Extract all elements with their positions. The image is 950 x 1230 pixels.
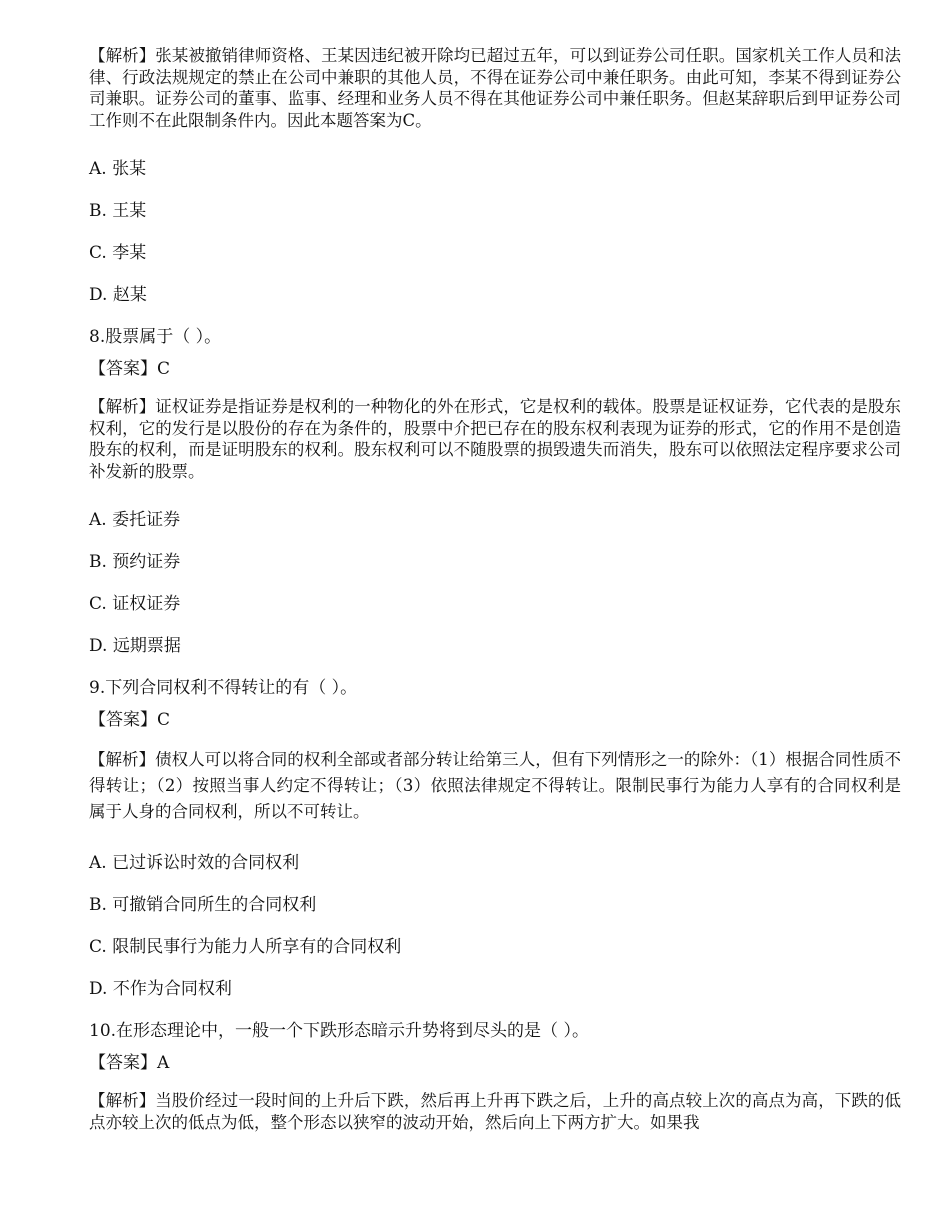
option-b-q8: B. 预约证券 [89,552,181,572]
option-c-q7: C. 李某 [89,243,147,263]
option-a-q8: A. 委托证券 [89,510,181,530]
option-d-q7: D. 赵某 [89,285,147,305]
option-c-q9: C. 限制民事行为能力人所享有的合同权利 [89,937,402,957]
answer-q8: 【答案】C [89,359,171,379]
option-c-q8: C. 证权证券 [89,594,181,614]
option-b-q9: B. 可撤销合同所生的合同权利 [89,895,317,915]
analysis-q9: 【解析】债权人可以将合同的权利全部或者部分转让给第三人，但有下列情形之一的除外：（1）根据合同性质不得转让；（2）按照当事人约定不得转让；（3）依照法律规定不得转让。限制民事行为能力人享有的合同权利是属于人身的合同权利，所以不可转让。 [89,750,901,821]
option-a-q7: A. 张某 [89,159,147,179]
option-b-q7: B. 王某 [89,201,147,221]
question-10: 10.在形态理论中，一般一个下跌形态暗示升势将到尽头的是（ ）。 [89,1021,589,1041]
spacer [89,825,901,852]
spacer [89,131,901,158]
option-d-q9: D. 不作为合同权利 [89,979,232,999]
analysis-q10: 【解析】当股价经过一段时间的上升后下跌，然后再上升再下跌之后，上升的高点较上次的高点为高，下跌的低点亦较上次的低点为低，整个形态以狭窄的波动开始，然后向上下两方扩大。如果我 [89,1091,901,1132]
document-page [89,45,901,1133]
answer-q9: 【答案】C [89,710,171,730]
option-a-q9: A. 已过诉讼时效的合同权利 [89,853,300,873]
analysis-q8: 【解析】证权证券是指证券是权利的一种物化的外在形式，它是权利的载体。股票是证权证券，它代表的是股东权利，它的发行是以股份的存在为条件的，股票中介把已存在的股东权利表现为证券的形式，它的作用不是创造股东的权利，而是证明股东的权利。股东权利可以不随股票的损毁遗失而消失，股东可以依照法定程序要求公司补发新的股票。 [89,397,901,481]
option-d-q8: D. 远期票据 [89,636,181,656]
question-9: 9.下列合同权利不得转让的有（ ）。 [89,678,358,698]
answer-q10: 【答案】A [89,1053,170,1073]
spacer [89,482,901,509]
question-8: 8.股票属于（ ）。 [89,327,222,347]
analysis-q7: 【解析】张某被撤销律师资格、王某因违纪被开除均已超过五年，可以到证券公司任职。国家机关工作人员和法律、行政法规规定的禁止在公司中兼职的其他人员，不得在证券公司中兼任职务。由此可知，李某不得到证券公司兼职。证券公司的董事、监事、经理和业务人员不得在其他证券公司中兼任职务。但赵某辞职后到甲证券公司工作则不在此限制条件内。因此本题答案为C。 [89,46,901,130]
